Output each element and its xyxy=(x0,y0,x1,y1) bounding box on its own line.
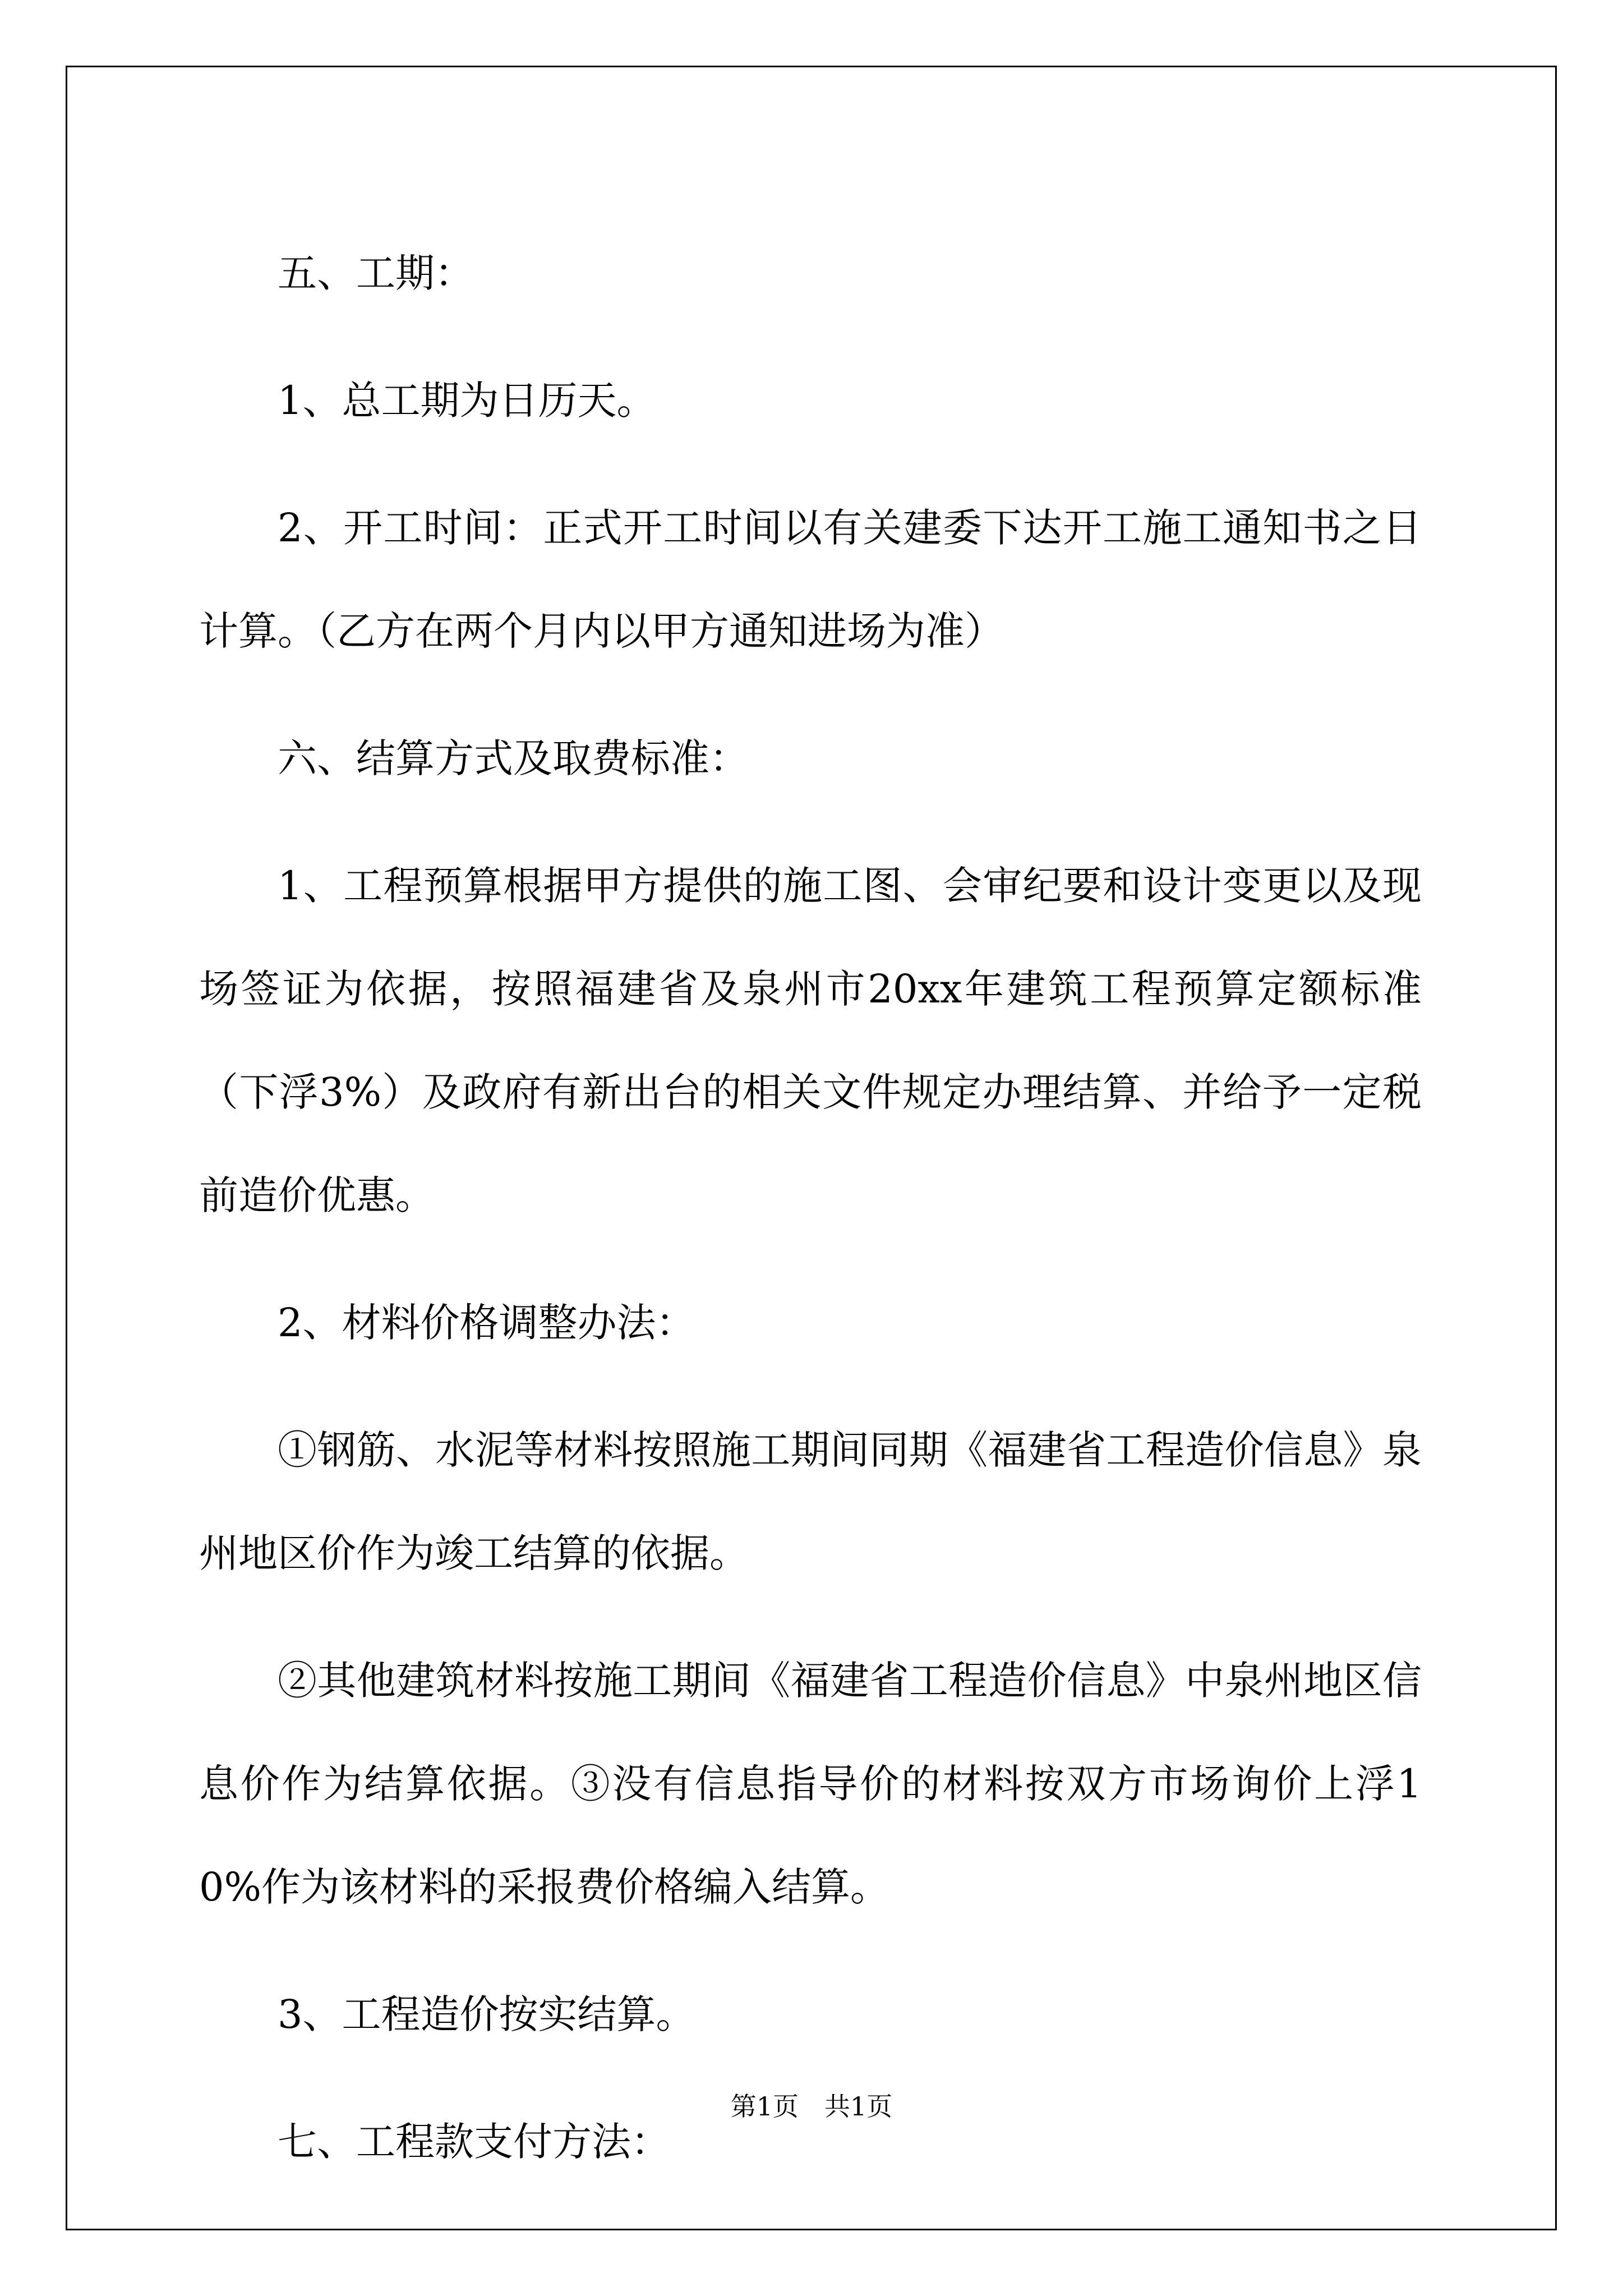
paragraph: 1、总工期为日历天。 xyxy=(278,378,656,424)
paragraph: 六、结算方式及取费标准： xyxy=(278,735,749,781)
page-total: 共1页 xyxy=(824,2091,893,2122)
page-number: 第1页 xyxy=(730,2091,799,2122)
paragraph: 1、工程预算根据甲方提供的施工图、会审纪要和设计变更以及现场签证为依据，按照福建省及泉州市20xx年建筑工程预算定额标准（下浮3%）及政府有新出台的相关文件规定办理结算、并给予一定税前造价优惠。 xyxy=(199,863,1422,1218)
paragraph: 五、工期： xyxy=(278,250,474,296)
paragraph: 2、开工时间：正式开工时间以有关建委下达开工施工通知书之日计算。（乙方在两个月内以甲方通知进场为准） xyxy=(199,505,1422,654)
paragraph: ①钢筋、水泥等材料按照施工期间同期《福建省工程造价信息》泉州地区价作为竣工结算的依据。 xyxy=(199,1427,1422,1576)
paragraph: ②其他建筑材料按施工期间《福建省工程造价信息》中泉州地区信息价作为结算依据。③没有信息指导价的材料按双方市场询价上浮10%作为该材料的采报费价格编入结算。 xyxy=(199,1658,1422,1910)
paragraph: 2、材料价格调整办法： xyxy=(278,1300,695,1346)
paragraph: 3、工程造价按实结算。 xyxy=(278,1991,695,2037)
paragraph: 七、工程款支付方法： xyxy=(278,2119,670,2165)
document-body xyxy=(199,222,1422,2217)
page-footer xyxy=(0,2090,1623,2123)
